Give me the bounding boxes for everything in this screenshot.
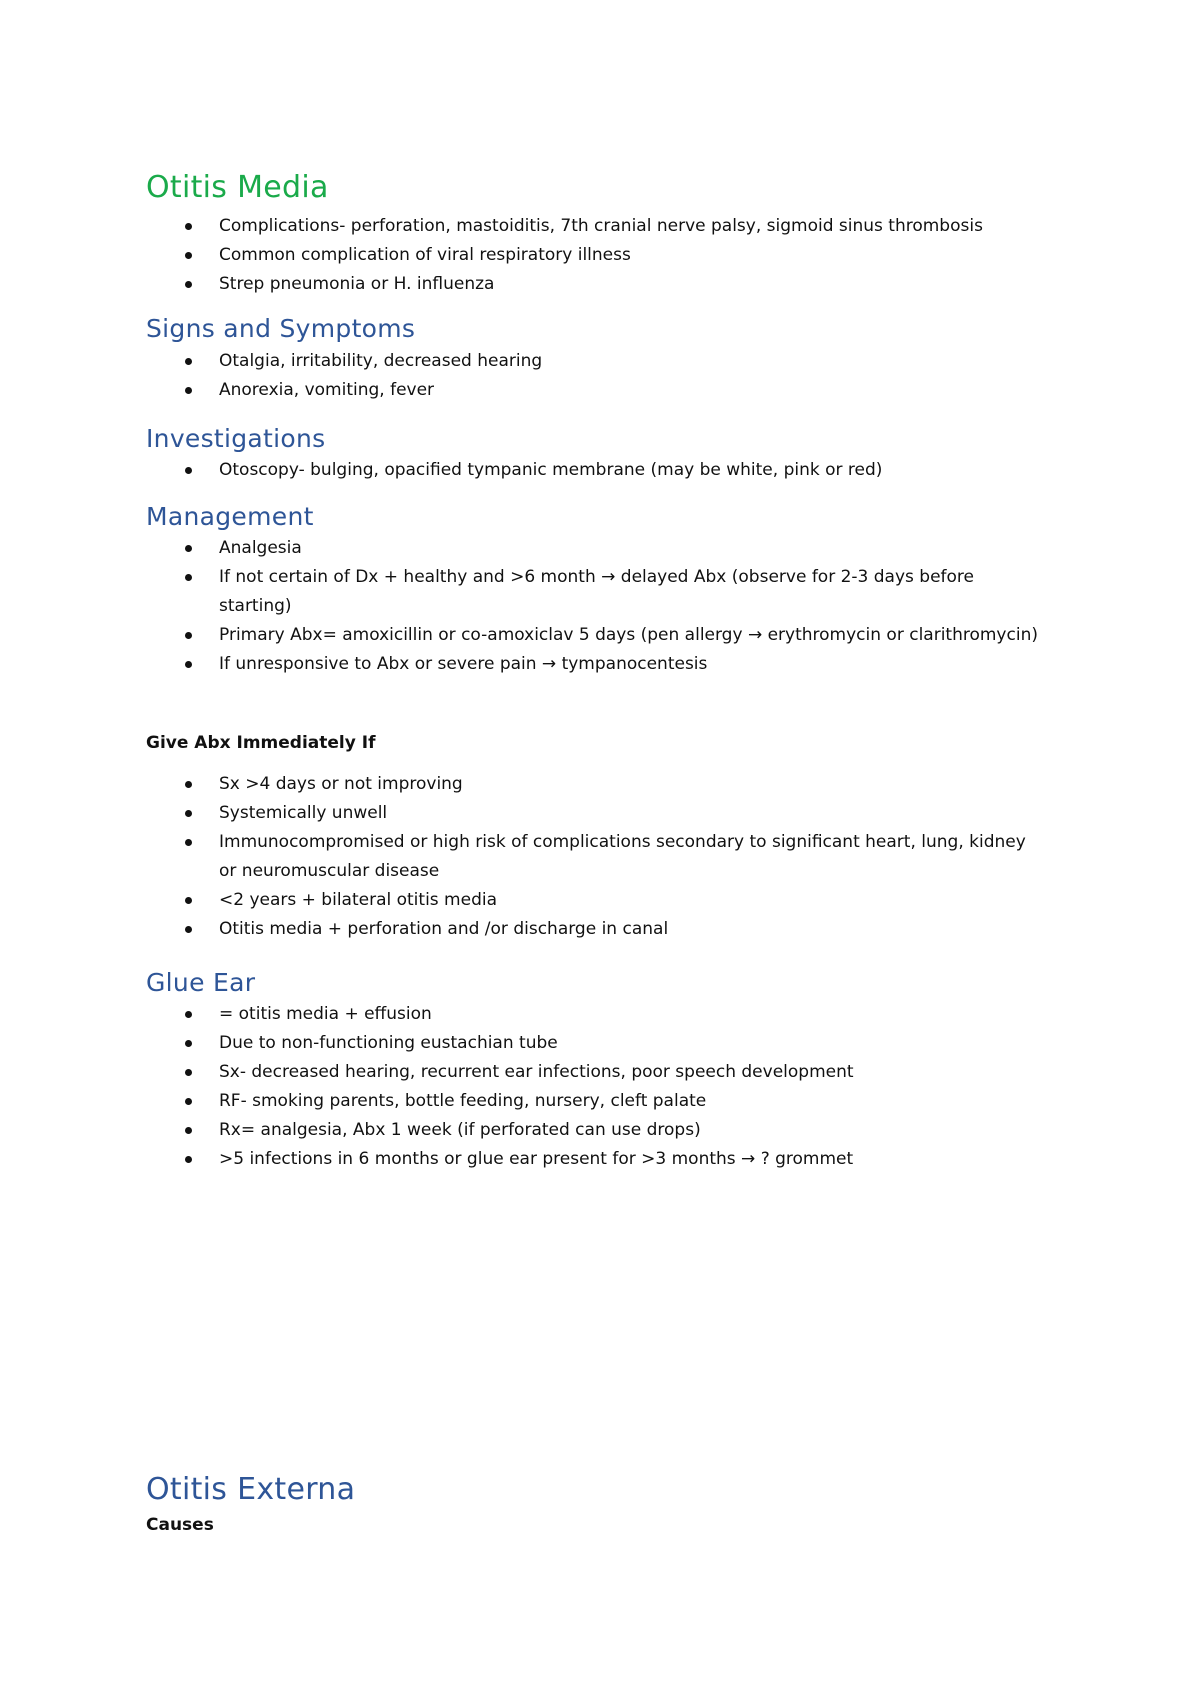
heading-otitis-media: Otitis Media — [146, 170, 329, 205]
heading-signs-symptoms: Signs and Symptoms — [146, 314, 416, 343]
bullet-icon — [185, 252, 192, 259]
list-investigations — [146, 456, 1046, 485]
bullet-icon — [185, 1040, 192, 1047]
bullet-icon — [185, 1011, 192, 1018]
section-give-abx — [146, 732, 1046, 944]
list-item: Complications- perforation, mastoiditis, 7th cranial nerve palsy, sigmoid sinus thrombosis — [146, 212, 1046, 241]
section-glue-ear — [146, 968, 1046, 1174]
bullet-icon — [185, 926, 192, 933]
list-item: Analgesia — [146, 534, 1046, 563]
heading-investigations: Investigations — [146, 424, 326, 453]
bullet-icon — [185, 281, 192, 288]
list-otitis-media — [146, 212, 1046, 299]
section-investigations — [146, 424, 1046, 485]
list-item: Strep pneumonia or H. influenza — [146, 270, 1046, 299]
list-item: Anorexia, vomiting, fever — [146, 376, 1046, 405]
list-item: Rx= analgesia, Abx 1 week (if perforated can use drops) — [146, 1116, 1046, 1145]
list-item: <2 years + bilateral otitis media — [146, 886, 1046, 915]
bullet-icon — [185, 545, 192, 552]
bullet-icon — [185, 897, 192, 904]
list-item: Primary Abx= amoxicillin or co-amoxiclav 5 days (pen allergy → erythromycin or clarithromycin) — [146, 621, 1046, 650]
list-item: Common complication of viral respiratory illness — [146, 241, 1046, 270]
list-management — [146, 534, 1046, 679]
heading-otitis-externa: Otitis Externa — [146, 1472, 356, 1507]
list-item: = otitis media + effusion — [146, 1000, 1046, 1029]
list-item: Sx- decreased hearing, recurrent ear infections, poor speech development — [146, 1058, 1046, 1087]
list-item: Otitis media + perforation and /or discharge in canal — [146, 915, 1046, 944]
bullet-icon — [185, 632, 192, 639]
heading-glue-ear: Glue Ear — [146, 968, 256, 997]
list-item: >5 infections in 6 months or glue ear present for >3 months → ? grommet — [146, 1145, 1046, 1174]
list-item: Due to non-functioning eustachian tube — [146, 1029, 1046, 1058]
bullet-icon — [185, 574, 192, 581]
section-otitis-externa — [146, 1472, 1046, 1536]
bullet-icon — [185, 781, 192, 788]
list-give-abx — [146, 770, 1046, 944]
bullet-icon — [185, 810, 192, 817]
bullet-icon — [185, 661, 192, 668]
bullet-icon — [185, 358, 192, 365]
list-item: Sx >4 days or not improving — [146, 770, 1046, 799]
list-item: Systemically unwell — [146, 799, 1046, 828]
bullet-icon — [185, 1098, 192, 1105]
list-item: If not certain of Dx + healthy and >6 month → delayed Abx (observe for 2-3 days before starting) — [146, 563, 1046, 621]
heading-management: Management — [146, 502, 314, 531]
list-item: If unresponsive to Abx or severe pain → tympanocentesis — [146, 650, 1046, 679]
section-management — [146, 502, 1046, 679]
subheading-give-abx: Give Abx Immediately If — [146, 733, 376, 753]
bullet-icon — [185, 387, 192, 394]
bullet-icon — [185, 1156, 192, 1163]
list-item: Immunocompromised or high risk of complications secondary to significant heart, lung, kidney or neuromuscular disease — [146, 828, 1046, 886]
bullet-icon — [185, 223, 192, 230]
list-item: Otalgia, irritability, decreased hearing — [146, 347, 1046, 376]
list-item: Otoscopy- bulging, opacified tympanic membrane (may be white, pink or red) — [146, 456, 1046, 485]
list-glue-ear — [146, 1000, 1046, 1174]
bullet-icon — [185, 839, 192, 846]
section-otitis-media — [146, 170, 1046, 299]
bullet-icon — [185, 467, 192, 474]
section-signs-symptoms — [146, 314, 1046, 405]
bullet-icon — [185, 1069, 192, 1076]
list-item: RF- smoking parents, bottle feeding, nursery, cleft palate — [146, 1087, 1046, 1116]
subheading-causes: Causes — [146, 1515, 214, 1535]
list-signs-symptoms — [146, 347, 1046, 405]
bullet-icon — [185, 1127, 192, 1134]
